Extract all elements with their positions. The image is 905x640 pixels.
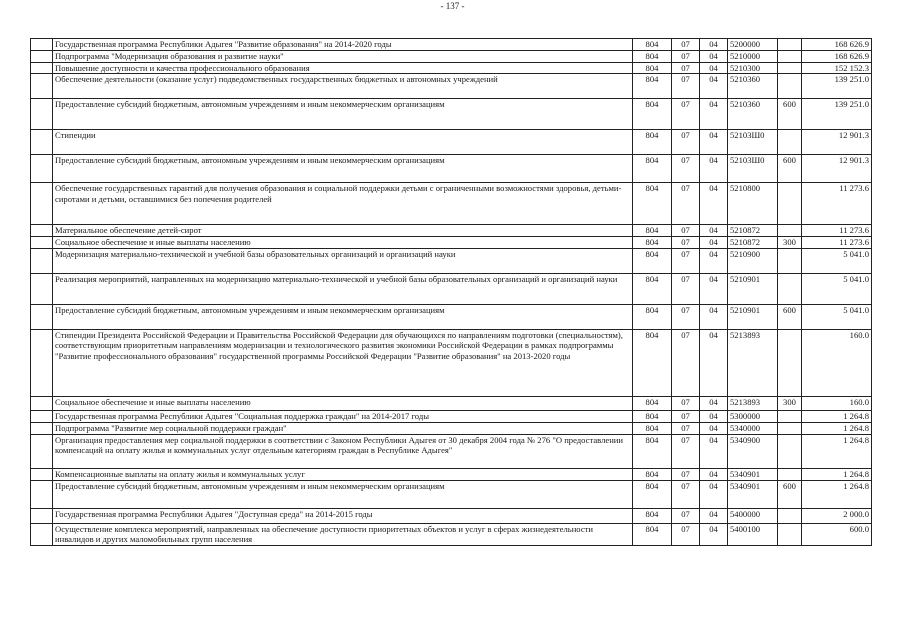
row-ministry-code: 804 [633,396,672,410]
row-amount: 1 264.8 [802,480,872,508]
row-name: Государственная программа Республики Адыгея "Развитие образования" на 2014-2020 годы [53,39,633,51]
row-amount: 5 041.0 [802,273,872,304]
table-row [31,273,872,304]
row-margin [31,51,53,63]
row-name: Обеспечение деятельности (оказание услуг) подведомственных государственных бюджетных и автономных учреждений [53,74,633,99]
table-row [31,508,872,523]
row-amount: 11 273.6 [802,225,872,237]
row-margin [31,523,53,545]
row-subsection-code: 04 [700,51,728,63]
row-expense-type [778,508,802,523]
row-subsection-code: 04 [700,434,728,468]
table-row [31,225,872,237]
row-section-code: 07 [672,434,700,468]
row-expense-type [778,183,802,225]
row-ministry-code: 804 [633,225,672,237]
table-row [31,183,872,225]
row-ministry-code: 804 [633,74,672,99]
row-subsection-code: 04 [700,99,728,130]
row-name: Предоставление субсидий бюджетным, автономным учреждениям и иным некоммерческим организациям [53,304,633,329]
row-section-code: 07 [672,422,700,434]
table-row [31,39,872,51]
row-subsection-code: 04 [700,410,728,422]
row-ministry-code: 804 [633,99,672,130]
row-amount: 1 264.8 [802,422,872,434]
row-target-code: 5213893 [728,329,778,396]
row-name: Государственная программа Республики Адыгея "Доступная среда" на 2014-2015 годы [53,508,633,523]
row-ministry-code: 804 [633,183,672,225]
row-section-code: 07 [672,155,700,183]
row-section-code: 07 [672,410,700,422]
row-section-code: 07 [672,248,700,273]
row-amount: 11 273.6 [802,183,872,225]
row-ministry-code: 804 [633,39,672,51]
row-subsection-code: 04 [700,74,728,99]
row-amount: 168 626.9 [802,51,872,63]
row-expense-type [778,74,802,99]
row-subsection-code: 04 [700,480,728,508]
row-ministry-code: 804 [633,523,672,545]
table-row [31,74,872,99]
row-subsection-code: 04 [700,273,728,304]
row-expense-type [778,130,802,155]
row-section-code: 07 [672,237,700,249]
row-name: Предоставление субсидий бюджетным, автономным учреждениям и иным некоммерческим организациям [53,155,633,183]
row-subsection-code: 04 [700,304,728,329]
row-amount: 1 264.8 [802,410,872,422]
row-amount: 12 901.3 [802,155,872,183]
row-expense-type [778,273,802,304]
row-section-code: 07 [672,304,700,329]
row-target-code: 5210360 [728,99,778,130]
table-row [31,304,872,329]
row-target-code: 5400000 [728,508,778,523]
row-target-code: 5400100 [728,523,778,545]
row-name: Материальное обеспечение детей-сирот [53,225,633,237]
row-subsection-code: 04 [700,225,728,237]
row-expense-type [778,248,802,273]
row-name: Повышение доступности и качества профессионального образования [53,62,633,74]
row-ministry-code: 804 [633,130,672,155]
row-expense-type: 600 [778,155,802,183]
row-subsection-code: 04 [700,183,728,225]
row-ministry-code: 804 [633,273,672,304]
row-amount: 2 000.0 [802,508,872,523]
row-section-code: 07 [672,183,700,225]
row-target-code: 5210300 [728,62,778,74]
table-row [31,434,872,468]
row-margin [31,410,53,422]
row-section-code: 07 [672,62,700,74]
row-name: Организация предоставления мер социальной поддержки в соответствии с Законом Республики Адыгея от 30 декабря 2004 года № 276 "О предоставлении компенсаций на оплату жилья и коммунальных услуг отдельным категориям граждан в Республике Адыгея" [53,434,633,468]
row-expense-type [778,62,802,74]
row-ministry-code: 804 [633,237,672,249]
row-target-code: 5213893 [728,396,778,410]
row-margin [31,508,53,523]
row-subsection-code: 04 [700,523,728,545]
row-target-code: 5210360 [728,74,778,99]
table-row [31,248,872,273]
table-row [31,155,872,183]
row-ministry-code: 804 [633,410,672,422]
row-subsection-code: 04 [700,155,728,183]
table-row [31,237,872,249]
row-section-code: 07 [672,99,700,130]
row-amount: 12 901.3 [802,130,872,155]
row-expense-type [778,434,802,468]
row-name: Реализация мероприятий, направленных на модернизацию материально-технической и учебной базы образовательных организаций и организаций науки [53,273,633,304]
row-section-code: 07 [672,508,700,523]
row-target-code: 5210901 [728,304,778,329]
table-row [31,396,872,410]
row-subsection-code: 04 [700,39,728,51]
row-ministry-code: 804 [633,62,672,74]
row-expense-type [778,329,802,396]
table-row [31,480,872,508]
row-amount: 5 041.0 [802,248,872,273]
row-ministry-code: 804 [633,508,672,523]
row-margin [31,225,53,237]
row-expense-type: 300 [778,396,802,410]
row-ministry-code: 804 [633,422,672,434]
row-target-code: 5210800 [728,183,778,225]
row-target-code: 5340901 [728,480,778,508]
row-subsection-code: 04 [700,396,728,410]
row-target-code: 5340901 [728,468,778,480]
row-expense-type [778,51,802,63]
row-margin [31,468,53,480]
row-expense-type: 300 [778,237,802,249]
row-expense-type [778,410,802,422]
row-section-code: 07 [672,74,700,99]
row-ministry-code: 804 [633,304,672,329]
row-target-code: 52103Ш0 [728,155,778,183]
row-expense-type [778,39,802,51]
row-ministry-code: 804 [633,480,672,508]
row-margin [31,396,53,410]
row-expense-type: 600 [778,480,802,508]
table-row [31,99,872,130]
row-section-code: 07 [672,396,700,410]
row-amount: 11 273.6 [802,237,872,249]
row-section-code: 07 [672,130,700,155]
row-name: Подпрограмма "Развитие мер социальной поддержки граждан" [53,422,633,434]
row-name: Стипендии [53,130,633,155]
row-expense-type: 600 [778,99,802,130]
row-target-code: 52103Ш0 [728,130,778,155]
row-section-code: 07 [672,480,700,508]
row-name: Стипендии Президента Российской Федерации и Правительства Российской Федерации для обучающихся по направлениям подготовки (специальностям), соответствующим приоритетным направлениям модернизации и технологического развития экономики Российской Федерации в рамках подпрограммы "Развитие профессионального образования" государственной программы Российской Федерации "Развитие образования" на 2013-2020 годы [53,329,633,396]
row-subsection-code: 04 [700,62,728,74]
row-amount: 139 251.0 [802,99,872,130]
row-amount: 5 041.0 [802,304,872,329]
row-name: Социальное обеспечение и иные выплаты населению [53,237,633,249]
row-amount: 1 264.8 [802,434,872,468]
row-amount: 160.0 [802,329,872,396]
row-margin [31,130,53,155]
row-ministry-code: 804 [633,155,672,183]
row-name: Обеспечение государственных гарантий для получения образования и социальной поддержки детьми с ограниченными возможностями здоровья, детьми-сиротами и детьми, оставшимися без попечения родителей [53,183,633,225]
row-expense-type [778,468,802,480]
row-name: Компенсационные выплаты на оплату жилья и коммунальных услуг [53,468,633,480]
row-ministry-code: 804 [633,434,672,468]
page-number: - 137 - [440,1,465,11]
row-name: Подпрограмма "Модернизация образования и развитие науки" [53,51,633,63]
row-margin [31,74,53,99]
row-margin [31,273,53,304]
row-name: Предоставление субсидий бюджетным, автономным учреждениям и иным некоммерческим организациям [53,480,633,508]
row-margin [31,434,53,468]
row-section-code: 07 [672,329,700,396]
row-margin [31,183,53,225]
row-ministry-code: 804 [633,51,672,63]
row-margin [31,62,53,74]
table-row [31,51,872,63]
row-subsection-code: 04 [700,130,728,155]
row-margin [31,237,53,249]
row-name: Модернизация материально-технической и учебной базы образовательных организаций и организаций науки [53,248,633,273]
row-section-code: 07 [672,51,700,63]
row-section-code: 07 [672,523,700,545]
row-subsection-code: 04 [700,468,728,480]
row-ministry-code: 804 [633,329,672,396]
row-amount: 1 264.8 [802,468,872,480]
row-amount: 160.0 [802,396,872,410]
row-margin [31,329,53,396]
row-amount: 152 152.3 [802,62,872,74]
row-target-code: 5210900 [728,248,778,273]
row-subsection-code: 04 [700,248,728,273]
row-expense-type [778,422,802,434]
row-target-code: 5210872 [728,237,778,249]
row-margin [31,422,53,434]
row-amount: 139 251.0 [802,74,872,99]
row-amount: 600.0 [802,523,872,545]
row-expense-type [778,225,802,237]
row-ministry-code: 804 [633,468,672,480]
row-target-code: 5340000 [728,422,778,434]
table-row [31,523,872,545]
row-amount: 168 626.9 [802,39,872,51]
row-target-code: 5210000 [728,51,778,63]
row-section-code: 07 [672,273,700,304]
row-expense-type: 600 [778,304,802,329]
table-row [31,329,872,396]
row-target-code: 5200000 [728,39,778,51]
row-subsection-code: 04 [700,237,728,249]
row-section-code: 07 [672,225,700,237]
row-target-code: 5340900 [728,434,778,468]
table-row [31,468,872,480]
row-section-code: 07 [672,39,700,51]
row-name: Государственная программа Республики Адыгея "Социальная поддержка граждан" на 2014-2017 годы [53,410,633,422]
row-subsection-code: 04 [700,329,728,396]
row-name: Осуществление комплекса мероприятий, направленных на обеспечение доступности приоритетных объектов и услуг в сферах жизнедеятельности инвалидов и других маломобильных групп населения [53,523,633,545]
row-margin [31,480,53,508]
row-margin [31,248,53,273]
row-ministry-code: 804 [633,248,672,273]
row-subsection-code: 04 [700,508,728,523]
row-target-code: 5300000 [728,410,778,422]
table-row [31,410,872,422]
row-subsection-code: 04 [700,422,728,434]
row-name: Предоставление субсидий бюджетным, автономным учреждениям и иным некоммерческим организациям [53,99,633,130]
row-name: Социальное обеспечение и иные выплаты населению [53,396,633,410]
row-expense-type [778,523,802,545]
table-row [31,62,872,74]
row-margin [31,155,53,183]
row-margin [31,99,53,130]
row-section-code: 07 [672,468,700,480]
row-target-code: 5210872 [728,225,778,237]
row-target-code: 5210901 [728,273,778,304]
table-row [31,422,872,434]
row-margin [31,304,53,329]
table-row [31,130,872,155]
budget-table [30,38,872,546]
row-margin [31,39,53,51]
